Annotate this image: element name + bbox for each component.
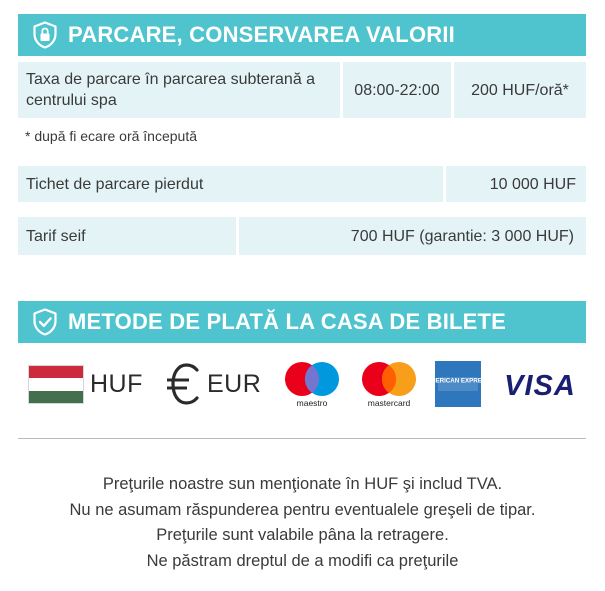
- payment-method-maestro: [282, 358, 342, 410]
- price-note-line: Preţurile sunt valabile pâna la retragere.: [156, 526, 449, 544]
- lost-ticket-price: 10 000 HUF: [446, 166, 586, 202]
- lost-ticket-label: Tichet de parcare pierdut: [18, 166, 443, 202]
- section-divider: [18, 438, 586, 439]
- payment-section-header: [18, 301, 586, 343]
- amex-wordmark: AMERICAN EXPRESS: [425, 377, 491, 385]
- currency-huf-label: HUF: [90, 369, 143, 398]
- price-note-line: Ne păstram dreptul de a modifi ca preţurile: [146, 551, 459, 570]
- parking-fee-price: 200 HUF/oră*: [454, 62, 586, 118]
- currency-eur-label: EUR: [207, 369, 262, 398]
- amex-logo: [425, 361, 491, 407]
- safe-fee-price: 700 HUF (garantie: 3 000 HUF): [239, 217, 586, 255]
- safe-fee-row: [18, 217, 586, 255]
- price-note-line: Nu ne asumam răspunderea pentru eventualele greşeli de tipar.: [69, 500, 536, 519]
- lost-ticket-row: [18, 166, 586, 202]
- shield-lock-icon: [32, 21, 58, 49]
- euro-sign-icon: [166, 362, 202, 406]
- parking-section-title: PARCARE, CONSERVAREA VALORII: [68, 22, 455, 47]
- price-note-line: Preţurile noastre sun menţionate în HUF şi includ TVA.: [102, 475, 503, 493]
- payment-method-visa: [500, 360, 580, 408]
- parking-fee-label: Taxa de parcare în parcarea subterană a centrului spa: [18, 62, 340, 118]
- payment-method-mastercard: [358, 358, 420, 410]
- parking-fee-hours: 08:00-22:00: [343, 62, 451, 118]
- visa-wordmark: VISA: [504, 370, 576, 402]
- payment-section-title: METODE DE PLATĂ LA CASA DE BILETE: [68, 309, 507, 334]
- parking-section-header: [18, 14, 586, 56]
- mastercard-wordmark: mastercard: [367, 398, 411, 408]
- parking-footnote: * după fi ecare oră începută: [25, 128, 198, 144]
- payment-method-huf: [28, 360, 143, 408]
- payment-method-amex: [425, 360, 491, 408]
- price-notes: [0, 472, 605, 574]
- parking-fee-row: [18, 62, 586, 118]
- maestro-wordmark: maestro: [296, 398, 328, 408]
- shield-check-icon: [32, 308, 58, 336]
- safe-fee-label: Tarif seif: [18, 217, 236, 255]
- payment-method-eur: [166, 360, 261, 408]
- maestro-logo: [282, 359, 342, 409]
- mastercard-logo: [358, 359, 420, 409]
- visa-logo: [500, 364, 580, 404]
- hungarian-flag-icon: [28, 365, 84, 404]
